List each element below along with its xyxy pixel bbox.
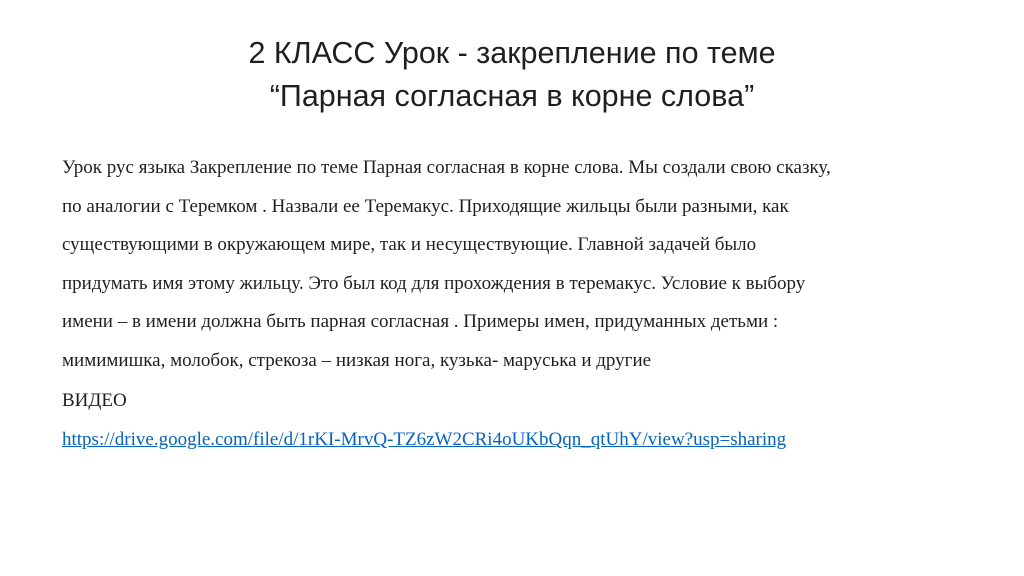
video-link[interactable]: https://drive.google.com/file/d/1rKI-MrvQ-TZ6zW2CRi4oUKbQqn_qtUhY/view?usp=sharing xyxy=(62,429,787,450)
slide-title xyxy=(120,32,904,118)
slide-title-line-1: 2 КЛАСС Урок - закрепление по теме xyxy=(248,36,776,70)
description-line-4: придумать имя этому жильцу. Это был код для прохождения в теремакус. Условие к выбору xyxy=(62,272,806,294)
lesson-description xyxy=(62,149,992,380)
slide-body xyxy=(62,149,992,459)
video-label: ВИДЕО xyxy=(62,390,127,411)
description-line-3: существующими в окружающем мире, так и несуществующие. Главной задачей было xyxy=(62,234,757,255)
description-line-6: мимимишка, молобок, стрекоза – низкая нога, кузька- маруська и другие xyxy=(62,349,652,371)
description-line-2: по аналогии с Теремком . Назвали ее Теремакус. Приходящие жильцы были разными, как xyxy=(62,195,789,217)
description-line-1: Урок рус языка Закрепление по теме Парная согласная в корне слова. Мы создали свою сказку, xyxy=(62,157,831,178)
slide-title-line-2: “Парная согласная в корне слова” xyxy=(269,79,755,113)
description-line-5: имени – в имени должна быть парная согласная . Примеры имен, придуманных детьми : xyxy=(62,311,779,332)
